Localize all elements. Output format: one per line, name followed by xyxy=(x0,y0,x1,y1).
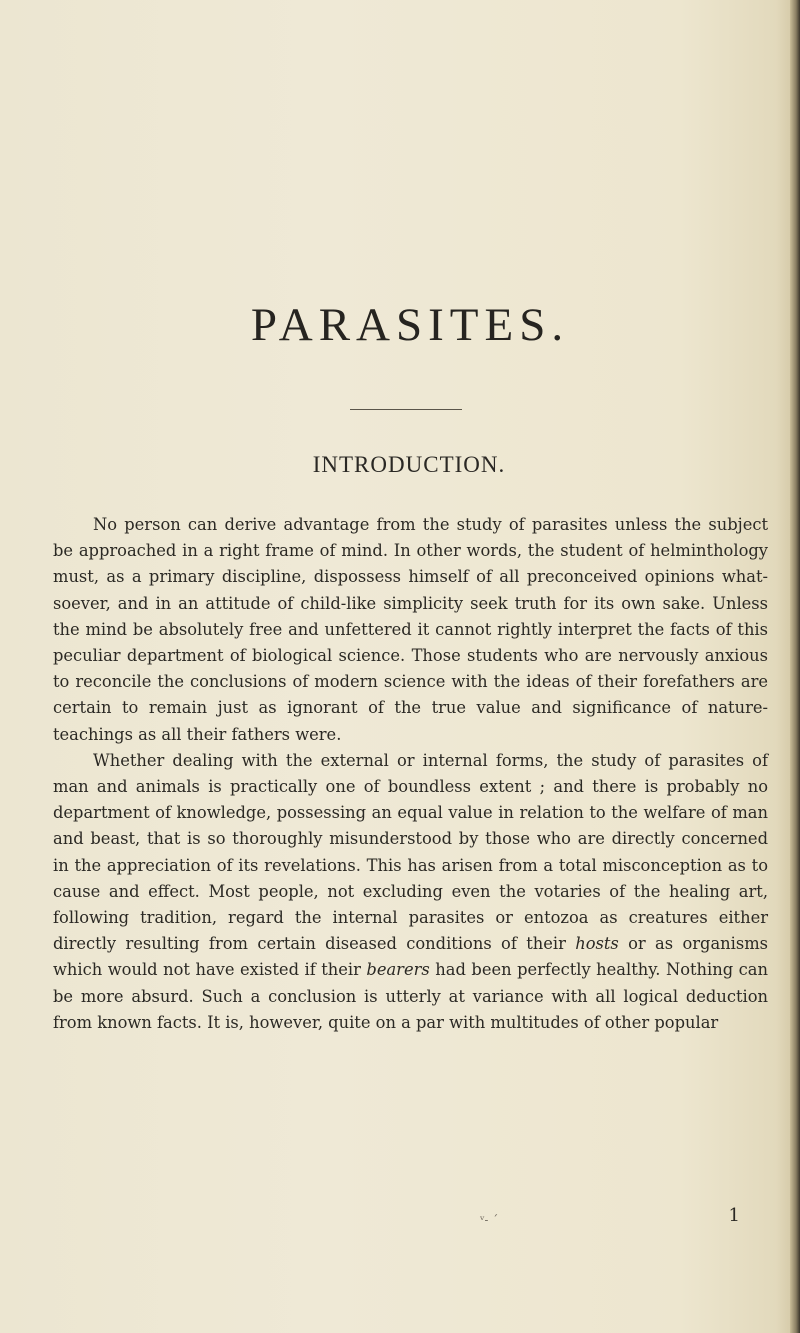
italic-word-hosts: hosts xyxy=(575,934,619,954)
page-title: PARASITES. xyxy=(250,299,570,351)
signature-mark: ᵛ˗ ˊ xyxy=(480,1213,499,1227)
italic-word-bearers: bearers xyxy=(366,960,430,980)
paragraph-text: or as organisms which would not have existed if their xyxy=(53,934,768,980)
body-text xyxy=(53,512,768,1036)
title-divider xyxy=(350,409,462,410)
paragraph-2 xyxy=(53,748,768,1036)
page-edge-shadow xyxy=(790,0,800,1333)
page-footer xyxy=(480,1205,740,1233)
section-heading: INTRODUCTION. xyxy=(312,452,506,477)
page-number: 1 xyxy=(728,1205,740,1226)
paragraph-text: Whether dealing with the external or internal forms, the study of parasites of man and animals is practically one of boundless extent ; and there is probably no department of knowledge, possessing an equal value in relation to the welfare of man and beast, that is so thoroughly misunderstood by those who are directly concerned in the appreciation of its revelations. This has arisen from a total misconception as to cause and effect. Most people, not excluding even the votaries of the healing art, following tradition, regard the internal parasites or entozoa as creatures either directly resulting from certain diseased conditions of their xyxy=(53,750,768,954)
paragraph-text: had been perfectly healthy. Nothing can be more absurd. Such a conclusion is utterly at variance with all logical deduction from known facts. It is, however, quite on a par with multitudes of other popular xyxy=(53,960,768,1032)
paragraph-text: No person can derive advantage from the study of parasites unless the subject be approached in a right frame of mind. In other words, the student of helminthology must, as a primary discipline, dispossess himself of all preconceived opinions what-soever, and in an attitude of child-like simplicity seek truth for its own sake. Unless the mind be absolutely free and unfettered it cannot rightly interpret the facts of this peculiar department of biological science. Those students who are nervously anxious to reconcile the conclusions of modern science with the ideas of their forefathers are certain to remain just as ignorant of the true value and significance of nature-teachings as all their fathers were. xyxy=(53,515,768,744)
paragraph-1 xyxy=(53,512,768,748)
